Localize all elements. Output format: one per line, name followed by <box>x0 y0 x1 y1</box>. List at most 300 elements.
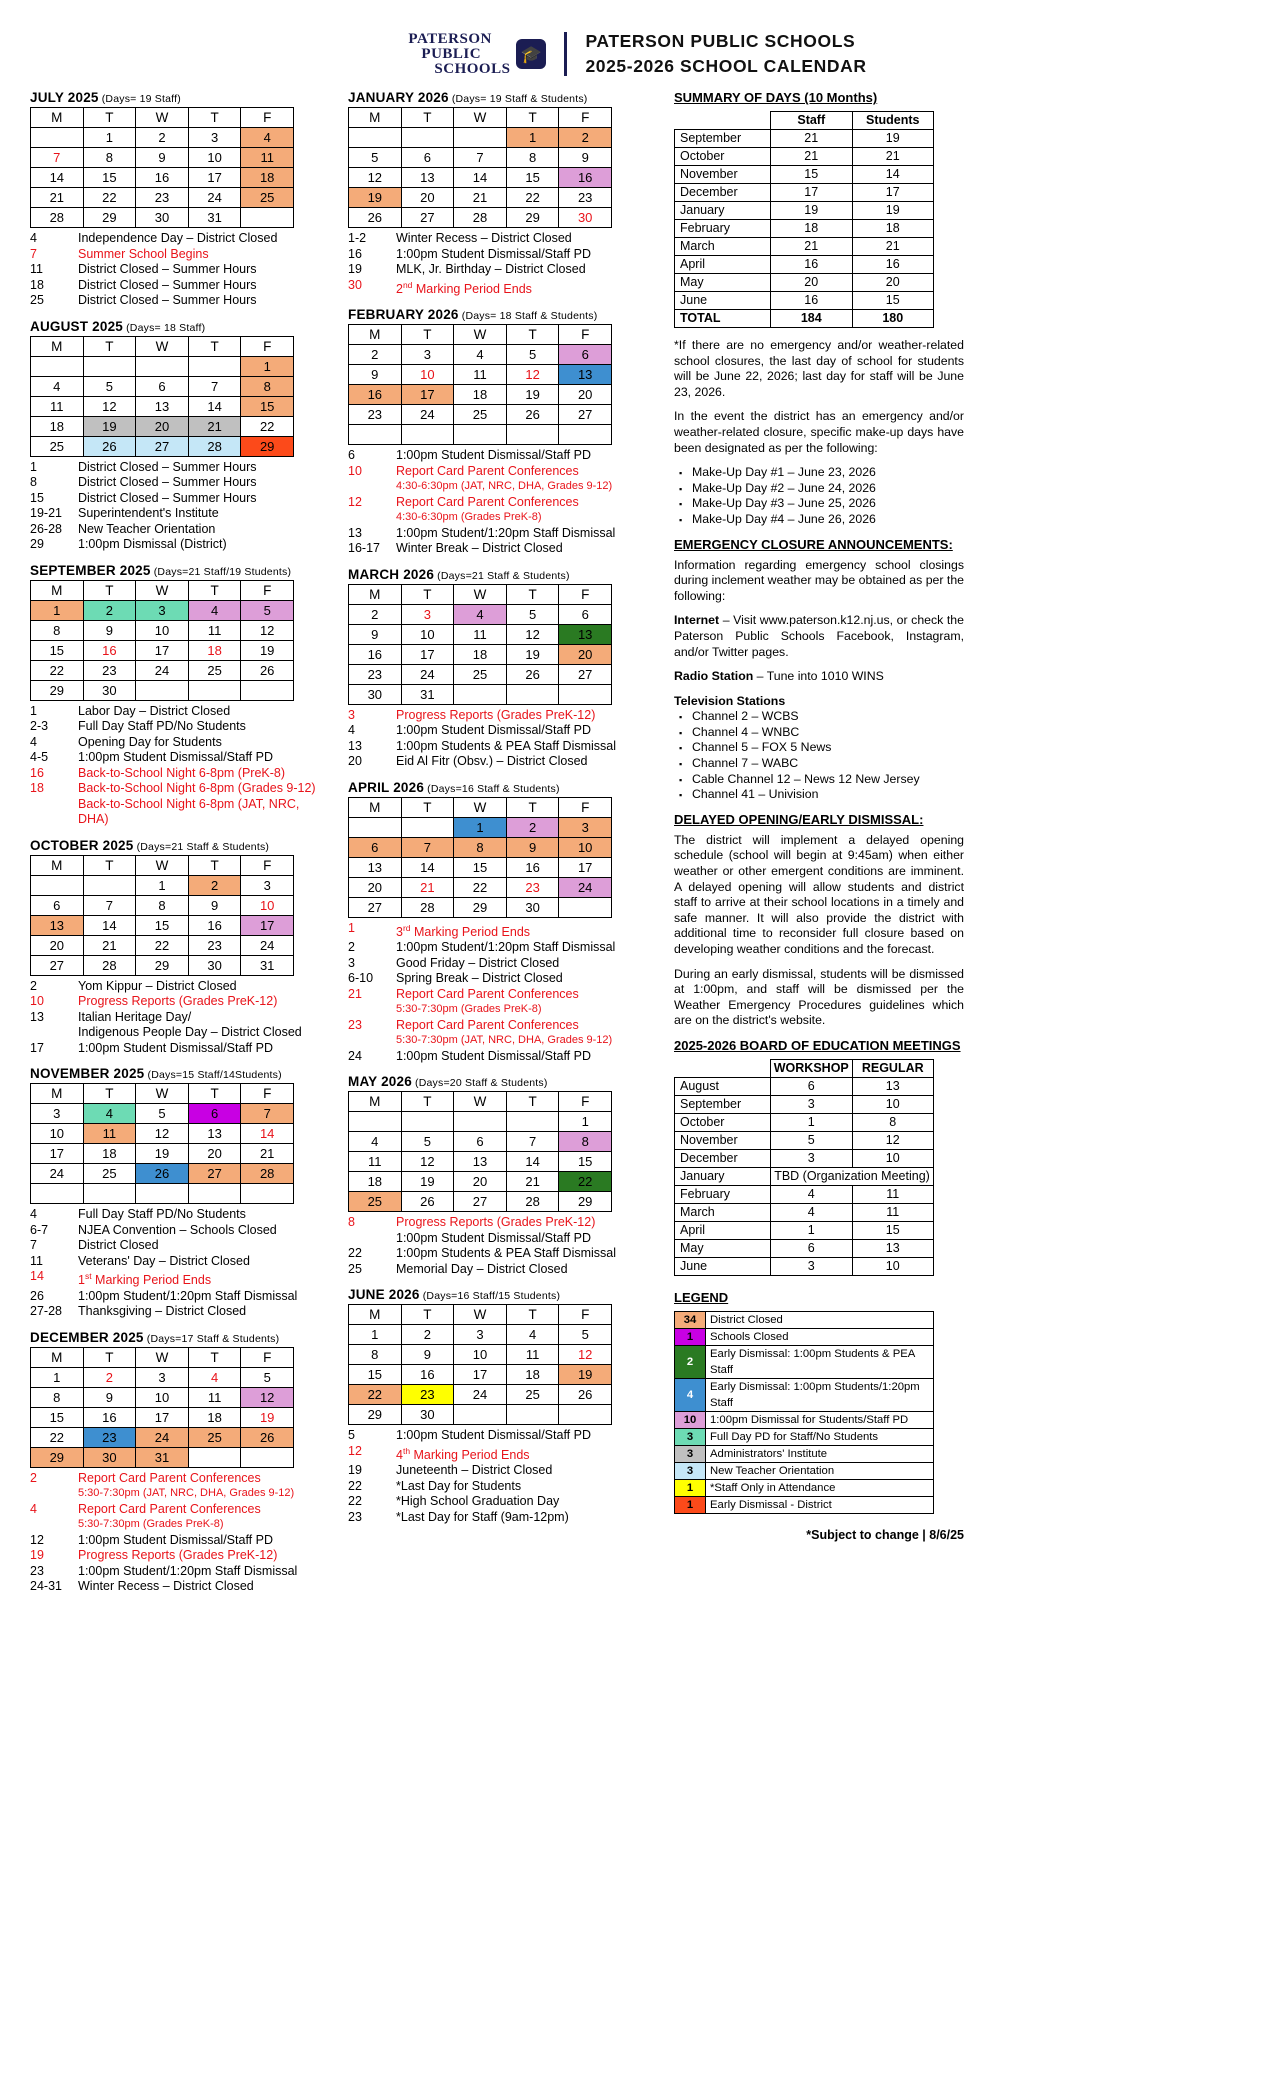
empty-day-cell <box>401 425 454 445</box>
day-cell[interactable]: 15 <box>349 1365 402 1385</box>
day-cell[interactable]: 10 <box>136 620 189 640</box>
day-cell[interactable]: 30 <box>83 1447 136 1467</box>
day-cell[interactable]: 29 <box>136 955 189 975</box>
day-cell[interactable]: 24 <box>31 1164 84 1184</box>
day-cell[interactable]: 8 <box>454 837 507 857</box>
day-cell[interactable]: 4 <box>349 1132 402 1152</box>
tv-station-item: ▪ Channel 5 – FOX 5 News <box>692 740 964 756</box>
day-cell[interactable]: 9 <box>188 895 241 915</box>
day-cell[interactable]: 17 <box>241 915 294 935</box>
day-cell[interactable]: 13 <box>136 396 189 416</box>
day-cell[interactable]: 23 <box>136 188 189 208</box>
day-cell[interactable]: 6 <box>454 1132 507 1152</box>
day-cell[interactable]: 2 <box>136 128 189 148</box>
day-cell[interactable]: 10 <box>559 837 612 857</box>
day-cell[interactable]: 5 <box>506 604 559 624</box>
day-cell[interactable]: 10 <box>31 1124 84 1144</box>
day-cell[interactable]: 24 <box>401 664 454 684</box>
day-cell[interactable]: 23 <box>506 877 559 897</box>
day-cell[interactable]: 10 <box>136 1387 189 1407</box>
month-name: AUGUST 2025 <box>30 318 123 334</box>
day-cell[interactable]: 6 <box>188 1104 241 1124</box>
day-cell[interactable]: 26 <box>241 660 294 680</box>
day-cell[interactable]: 21 <box>188 416 241 436</box>
day-cell[interactable]: 6 <box>401 148 454 168</box>
day-cell[interactable]: 4 <box>241 128 294 148</box>
weekday-header: T <box>83 1347 136 1367</box>
day-cell[interactable]: 24 <box>136 660 189 680</box>
day-cell[interactable]: 24 <box>241 935 294 955</box>
day-cell[interactable]: 30 <box>349 684 402 704</box>
day-cell[interactable]: 7 <box>454 148 507 168</box>
day-cell[interactable]: 13 <box>559 624 612 644</box>
day-cell[interactable]: 24 <box>454 1385 507 1405</box>
day-cell[interactable]: 30 <box>506 897 559 917</box>
day-cell[interactable]: 7 <box>506 1132 559 1152</box>
empty-day-cell <box>559 1405 612 1425</box>
day-cell[interactable]: 5 <box>83 376 136 396</box>
day-cell[interactable]: 16 <box>349 644 402 664</box>
week-row <box>31 935 294 955</box>
day-cell[interactable]: 3 <box>136 600 189 620</box>
day-cell[interactable]: 9 <box>559 148 612 168</box>
day-cell[interactable]: 8 <box>31 1387 84 1407</box>
day-cell[interactable]: 25 <box>241 188 294 208</box>
day-cell[interactable]: 18 <box>188 1407 241 1427</box>
day-cell[interactable]: 6 <box>349 837 402 857</box>
day-cell[interactable]: 11 <box>31 396 84 416</box>
boe-workshop: 4 <box>771 1203 853 1221</box>
day-cell[interactable]: 6 <box>31 895 84 915</box>
day-cell[interactable]: 31 <box>188 208 241 228</box>
weekday-header: F <box>559 584 612 604</box>
day-cell[interactable]: 12 <box>83 396 136 416</box>
day-cell[interactable]: 4 <box>188 600 241 620</box>
day-cell[interactable]: 19 <box>349 188 402 208</box>
boe-row <box>675 1113 934 1131</box>
day-cell[interactable]: 25 <box>506 1385 559 1405</box>
day-cell[interactable]: 17 <box>454 1365 507 1385</box>
day-cell[interactable]: 29 <box>241 436 294 456</box>
day-cell[interactable]: 9 <box>401 1345 454 1365</box>
day-cell[interactable]: 8 <box>136 895 189 915</box>
month-grid <box>348 1304 612 1425</box>
day-cell[interactable]: 18 <box>83 1144 136 1164</box>
empty-day-cell <box>241 1184 294 1204</box>
day-cell[interactable]: 12 <box>506 624 559 644</box>
day-cell[interactable]: 13 <box>31 915 84 935</box>
day-cell[interactable]: 2 <box>349 604 402 624</box>
month-days-note: (Days=21 Staff & Students) <box>434 569 570 582</box>
day-cell[interactable]: 4 <box>506 1325 559 1345</box>
day-cell[interactable]: 20 <box>349 877 402 897</box>
day-cell[interactable]: 5 <box>401 1132 454 1152</box>
day-cell[interactable]: 9 <box>136 148 189 168</box>
day-cell[interactable]: 29 <box>83 208 136 228</box>
day-cell[interactable]: 22 <box>83 188 136 208</box>
day-cell[interactable]: 20 <box>559 385 612 405</box>
day-cell[interactable]: 25 <box>454 405 507 425</box>
day-cell[interactable]: 28 <box>188 436 241 456</box>
day-cell[interactable]: 31 <box>136 1447 189 1467</box>
day-cell[interactable]: 22 <box>31 660 84 680</box>
day-cell[interactable]: 12 <box>401 1152 454 1172</box>
day-cell[interactable]: 25 <box>83 1164 136 1184</box>
day-cell[interactable]: 12 <box>241 1387 294 1407</box>
day-cell[interactable]: 15 <box>31 1407 84 1427</box>
day-cell[interactable]: 20 <box>454 1172 507 1192</box>
day-cell[interactable]: 18 <box>454 644 507 664</box>
day-cell[interactable]: 5 <box>241 600 294 620</box>
day-cell[interactable]: 25 <box>349 1192 402 1212</box>
week-row <box>349 1325 612 1345</box>
day-cell[interactable]: 15 <box>31 640 84 660</box>
day-cell[interactable]: 2 <box>401 1325 454 1345</box>
day-cell[interactable]: 14 <box>241 1124 294 1144</box>
day-cell[interactable]: 2 <box>83 600 136 620</box>
day-cell[interactable]: 8 <box>241 376 294 396</box>
day-cell[interactable]: 11 <box>188 620 241 640</box>
day-cell[interactable]: 17 <box>401 644 454 664</box>
day-cell[interactable]: 1 <box>506 128 559 148</box>
emergency-para: Information regarding emergency school closings during inclement weather may be obtained as per the following: <box>674 557 964 603</box>
day-cell[interactable]: 11 <box>241 148 294 168</box>
month-block <box>348 780 648 1065</box>
day-cell[interactable]: 22 <box>506 188 559 208</box>
day-cell[interactable]: 10 <box>241 895 294 915</box>
day-cell[interactable]: 24 <box>401 405 454 425</box>
day-cell[interactable]: 1 <box>559 1112 612 1132</box>
day-cell[interactable]: 28 <box>241 1164 294 1184</box>
day-cell[interactable]: 11 <box>83 1124 136 1144</box>
day-cell[interactable]: 19 <box>83 416 136 436</box>
day-cell[interactable]: 26 <box>136 1164 189 1184</box>
day-cell[interactable]: 18 <box>31 416 84 436</box>
day-cell[interactable]: 16 <box>83 640 136 660</box>
weekday-header: T <box>83 1084 136 1104</box>
day-cell[interactable]: 17 <box>559 857 612 877</box>
day-cell[interactable]: 23 <box>349 664 402 684</box>
day-cell[interactable]: 27 <box>349 897 402 917</box>
day-cell[interactable]: 20 <box>136 416 189 436</box>
day-cell[interactable]: 16 <box>506 857 559 877</box>
day-cell[interactable]: 11 <box>188 1387 241 1407</box>
day-cell[interactable]: 5 <box>241 1367 294 1387</box>
day-cell[interactable]: 4 <box>188 1367 241 1387</box>
day-cell[interactable]: 8 <box>506 148 559 168</box>
day-cell[interactable]: 26 <box>506 405 559 425</box>
day-cell[interactable]: 29 <box>506 208 559 228</box>
day-cell[interactable]: 17 <box>136 640 189 660</box>
day-cell[interactable]: 8 <box>559 1132 612 1152</box>
day-cell[interactable]: 22 <box>136 935 189 955</box>
day-cell[interactable]: 29 <box>454 897 507 917</box>
weekday-header: T <box>188 1347 241 1367</box>
content-columns <box>0 90 1275 1605</box>
day-cell[interactable]: 25 <box>188 1427 241 1447</box>
note-text: Winter Recess – District Closed <box>78 1579 254 1594</box>
day-cell[interactable]: 16 <box>349 385 402 405</box>
day-cell[interactable]: 20 <box>31 935 84 955</box>
day-cell[interactable]: 15 <box>241 396 294 416</box>
day-cell[interactable]: 23 <box>83 660 136 680</box>
day-cell[interactable]: 21 <box>241 1144 294 1164</box>
day-cell[interactable]: 26 <box>506 664 559 684</box>
day-cell[interactable]: 16 <box>136 168 189 188</box>
day-cell[interactable]: 27 <box>559 405 612 425</box>
day-cell[interactable]: 27 <box>136 436 189 456</box>
day-cell[interactable]: 4 <box>31 376 84 396</box>
day-cell[interactable]: 11 <box>506 1345 559 1365</box>
day-cell[interactable]: 7 <box>241 1104 294 1124</box>
day-cell[interactable]: 29 <box>31 1447 84 1467</box>
day-cell[interactable]: 22 <box>559 1172 612 1192</box>
day-cell[interactable]: 25 <box>188 660 241 680</box>
day-cell[interactable]: 10 <box>454 1345 507 1365</box>
day-cell[interactable]: 12 <box>506 365 559 385</box>
day-cell[interactable]: 15 <box>454 857 507 877</box>
day-cell[interactable]: 2 <box>506 817 559 837</box>
week-row <box>349 405 612 425</box>
day-cell[interactable]: 16 <box>401 1365 454 1385</box>
day-cell[interactable]: 20 <box>559 644 612 664</box>
day-cell[interactable]: 21 <box>506 1172 559 1192</box>
day-cell[interactable]: 18 <box>506 1365 559 1385</box>
boe-month: October <box>675 1113 771 1131</box>
day-cell[interactable]: 21 <box>401 877 454 897</box>
day-cell[interactable]: 14 <box>454 168 507 188</box>
summary-cell-staff: 21 <box>771 148 853 166</box>
day-cell[interactable]: 15 <box>83 168 136 188</box>
day-cell[interactable]: 12 <box>559 1345 612 1365</box>
day-cell[interactable]: 15 <box>506 168 559 188</box>
day-cell[interactable]: 21 <box>454 188 507 208</box>
day-cell[interactable]: 21 <box>31 188 84 208</box>
day-cell[interactable]: 20 <box>401 188 454 208</box>
day-cell[interactable]: 14 <box>401 857 454 877</box>
day-cell[interactable]: 2 <box>349 345 402 365</box>
day-cell[interactable]: 27 <box>559 664 612 684</box>
day-cell[interactable]: 24 <box>559 877 612 897</box>
day-cell[interactable]: 6 <box>559 604 612 624</box>
day-cell[interactable]: 23 <box>188 935 241 955</box>
day-cell[interactable]: 9 <box>349 365 402 385</box>
day-cell[interactable]: 7 <box>401 837 454 857</box>
day-cell[interactable]: 27 <box>401 208 454 228</box>
weekday-header: M <box>349 797 402 817</box>
day-cell[interactable]: 24 <box>136 1427 189 1447</box>
day-cell[interactable]: 14 <box>188 396 241 416</box>
day-cell[interactable]: 18 <box>349 1172 402 1192</box>
day-cell[interactable]: 23 <box>401 1385 454 1405</box>
day-cell[interactable]: 3 <box>454 1325 507 1345</box>
day-cell[interactable]: 23 <box>559 188 612 208</box>
day-cell[interactable]: 30 <box>559 208 612 228</box>
day-cell[interactable]: 3 <box>188 128 241 148</box>
day-cell[interactable]: 22 <box>349 1385 402 1405</box>
day-cell[interactable]: 30 <box>188 955 241 975</box>
day-cell[interactable]: 14 <box>83 915 136 935</box>
day-cell[interactable]: 13 <box>559 365 612 385</box>
day-cell[interactable]: 11 <box>454 365 507 385</box>
day-cell[interactable]: 7 <box>188 376 241 396</box>
day-cell[interactable]: 19 <box>559 1365 612 1385</box>
day-cell[interactable]: 8 <box>31 620 84 640</box>
day-cell[interactable]: 22 <box>241 416 294 436</box>
note-text: 4th Marking Period Ends <box>396 1445 530 1462</box>
day-cell[interactable]: 19 <box>241 1407 294 1427</box>
day-cell[interactable]: 13 <box>349 857 402 877</box>
day-cell[interactable]: 3 <box>559 817 612 837</box>
empty-day-cell <box>401 817 454 837</box>
day-cell[interactable]: 4 <box>454 345 507 365</box>
day-cell[interactable]: 16 <box>83 1407 136 1427</box>
day-cell[interactable]: 26 <box>83 436 136 456</box>
day-cell[interactable]: 24 <box>188 188 241 208</box>
weekday-header: T <box>401 325 454 345</box>
radio-label: Radio Station <box>674 669 754 684</box>
day-cell[interactable]: 17 <box>401 385 454 405</box>
day-cell[interactable]: 29 <box>559 1192 612 1212</box>
day-cell[interactable]: 31 <box>401 684 454 704</box>
day-cell[interactable]: 1 <box>31 600 84 620</box>
day-cell[interactable]: 2 <box>559 128 612 148</box>
day-cell[interactable]: 23 <box>83 1427 136 1447</box>
day-cell[interactable]: 25 <box>31 436 84 456</box>
day-cell[interactable]: 1 <box>454 817 507 837</box>
month-notes <box>30 460 330 553</box>
day-cell[interactable]: 19 <box>241 640 294 660</box>
day-cell[interactable]: 21 <box>83 935 136 955</box>
day-cell[interactable]: 10 <box>401 365 454 385</box>
day-cell[interactable]: 10 <box>188 148 241 168</box>
day-cell[interactable]: 28 <box>83 955 136 975</box>
day-cell[interactable]: 28 <box>454 208 507 228</box>
day-cell[interactable]: 9 <box>83 1387 136 1407</box>
summary-cell-students: 14 <box>852 166 934 184</box>
day-cell[interactable]: 14 <box>506 1152 559 1172</box>
day-cell[interactable]: 4 <box>454 604 507 624</box>
day-cell[interactable]: 11 <box>349 1152 402 1172</box>
day-cell[interactable]: 30 <box>83 680 136 700</box>
day-cell[interactable]: 15 <box>136 915 189 935</box>
day-cell[interactable]: 9 <box>349 624 402 644</box>
day-cell[interactable]: 1 <box>136 875 189 895</box>
day-cell[interactable]: 5 <box>349 148 402 168</box>
day-cell[interactable]: 12 <box>349 168 402 188</box>
day-cell[interactable]: 15 <box>559 1152 612 1172</box>
day-cell[interactable]: 12 <box>136 1124 189 1144</box>
day-cell[interactable]: 30 <box>136 208 189 228</box>
day-cell[interactable]: 3 <box>31 1104 84 1124</box>
day-cell[interactable]: 6 <box>559 345 612 365</box>
day-cell[interactable]: 31 <box>241 955 294 975</box>
day-cell[interactable]: 9 <box>506 837 559 857</box>
day-cell[interactable]: 14 <box>31 168 84 188</box>
day-cell[interactable]: 27 <box>31 955 84 975</box>
note-date: 2 <box>30 978 37 993</box>
day-cell[interactable]: 19 <box>136 1144 189 1164</box>
day-cell[interactable]: 3 <box>401 345 454 365</box>
day-cell[interactable]: 4 <box>83 1104 136 1124</box>
note-text: 1:00pm Student/1:20pm Staff Dismissal <box>78 1563 298 1578</box>
day-cell[interactable]: 5 <box>136 1104 189 1124</box>
day-cell[interactable]: 16 <box>188 915 241 935</box>
day-cell[interactable]: 8 <box>349 1345 402 1365</box>
day-cell[interactable]: 1 <box>349 1325 402 1345</box>
note-text: 1:00pm Student Dismissal/Staff PD <box>396 1048 591 1063</box>
day-cell[interactable]: 17 <box>31 1144 84 1164</box>
month-notes <box>348 1215 648 1277</box>
day-cell[interactable]: 29 <box>31 680 84 700</box>
day-cell[interactable]: 17 <box>188 168 241 188</box>
day-cell[interactable]: 26 <box>241 1427 294 1447</box>
note-date: 20 <box>348 754 362 769</box>
day-cell[interactable]: 28 <box>506 1192 559 1212</box>
empty-day-cell <box>349 1112 402 1132</box>
day-cell[interactable]: 27 <box>454 1192 507 1212</box>
day-cell[interactable]: 1 <box>241 356 294 376</box>
day-cell[interactable]: 10 <box>401 624 454 644</box>
day-cell[interactable]: 26 <box>349 208 402 228</box>
day-cell[interactable]: 1 <box>83 128 136 148</box>
day-cell[interactable]: 11 <box>454 624 507 644</box>
day-cell[interactable]: 22 <box>454 877 507 897</box>
day-cell[interactable]: 28 <box>401 897 454 917</box>
month-note <box>30 1304 330 1320</box>
day-cell[interactable]: 3 <box>401 604 454 624</box>
day-cell[interactable]: 27 <box>188 1164 241 1184</box>
day-cell[interactable]: 17 <box>136 1407 189 1427</box>
day-cell[interactable]: 3 <box>241 875 294 895</box>
day-cell[interactable]: 6 <box>136 376 189 396</box>
day-cell[interactable]: 26 <box>401 1192 454 1212</box>
day-cell[interactable]: 13 <box>401 168 454 188</box>
day-cell[interactable]: 18 <box>241 168 294 188</box>
month-name: MARCH 2026 <box>348 566 435 582</box>
day-cell[interactable]: 28 <box>31 208 84 228</box>
day-cell[interactable]: 18 <box>454 385 507 405</box>
day-cell[interactable]: 16 <box>559 168 612 188</box>
day-cell[interactable]: 25 <box>454 664 507 684</box>
day-cell[interactable]: 13 <box>454 1152 507 1172</box>
day-cell[interactable]: 29 <box>349 1405 402 1425</box>
day-cell[interactable]: 13 <box>188 1124 241 1144</box>
day-cell[interactable]: 7 <box>83 895 136 915</box>
note-text: MLK, Jr. Birthday – District Closed <box>396 262 586 276</box>
day-cell[interactable]: 19 <box>401 1172 454 1192</box>
day-cell[interactable]: 23 <box>349 405 402 425</box>
day-cell[interactable]: 7 <box>31 148 84 168</box>
day-cell[interactable]: 12 <box>241 620 294 640</box>
day-cell[interactable]: 19 <box>506 644 559 664</box>
day-cell[interactable]: 8 <box>83 148 136 168</box>
day-cell[interactable]: 18 <box>188 640 241 660</box>
day-cell[interactable]: 2 <box>83 1367 136 1387</box>
day-cell[interactable]: 19 <box>506 385 559 405</box>
day-cell[interactable]: 30 <box>401 1405 454 1425</box>
day-cell[interactable]: 20 <box>188 1144 241 1164</box>
day-cell[interactable]: 5 <box>559 1325 612 1345</box>
day-cell[interactable]: 3 <box>136 1367 189 1387</box>
month-grid <box>30 107 294 228</box>
day-cell[interactable]: 26 <box>559 1385 612 1405</box>
day-cell[interactable]: 22 <box>31 1427 84 1447</box>
day-cell[interactable]: 2 <box>188 875 241 895</box>
day-cell[interactable]: 5 <box>506 345 559 365</box>
day-cell[interactable]: 1 <box>31 1367 84 1387</box>
day-cell[interactable]: 9 <box>83 620 136 640</box>
